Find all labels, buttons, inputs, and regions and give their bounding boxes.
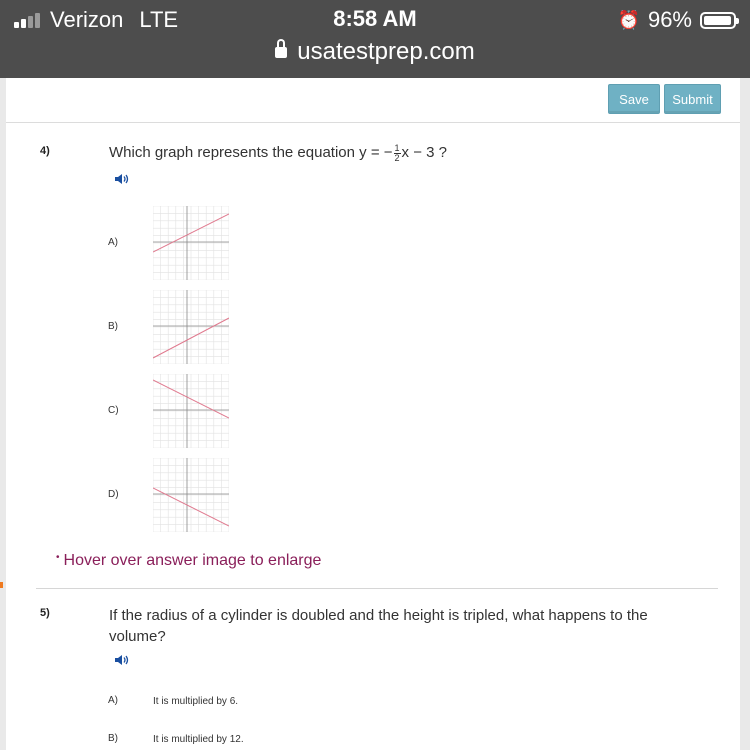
url-bar[interactable] (0, 38, 750, 66)
answer-graph[interactable] (153, 206, 229, 280)
answer-graph[interactable] (153, 458, 229, 532)
edge-marker (0, 582, 3, 588)
answer-option-label[interactable]: B) (108, 733, 118, 744)
question-text (109, 605, 719, 647)
submit-button[interactable]: Submit (664, 84, 721, 114)
battery-icon (700, 12, 736, 29)
speaker-icon[interactable] (114, 172, 130, 186)
fraction-denominator: 2 (394, 152, 400, 163)
browser-chrome (0, 0, 750, 78)
hint-text: Hover over answer image to enlarge (63, 552, 322, 569)
bullet-icon: • (56, 552, 60, 563)
answer-graph[interactable] (153, 374, 229, 448)
fraction (394, 144, 401, 163)
question-text (109, 142, 447, 163)
question-text-start: Which graph represents the equation y = − (109, 144, 393, 161)
answer-option-label[interactable]: A) (108, 237, 118, 248)
status-right (618, 6, 736, 34)
fraction-numerator: 1 (394, 142, 400, 153)
save-button[interactable]: Save (608, 84, 660, 114)
divider (36, 588, 718, 589)
hover-hint (56, 552, 321, 570)
question-text-line: If the radius of a cylinder is doubled and the height is tripled, what happens to the (109, 607, 648, 624)
url-text: usatestprep.com (297, 38, 475, 65)
battery-percent: 96% (647, 7, 692, 32)
answer-option-label[interactable]: C) (108, 405, 119, 416)
network-type: LTE (139, 7, 179, 32)
answer-option-label[interactable]: D) (108, 489, 119, 500)
question-number: 5) (40, 607, 50, 619)
page-content (6, 78, 740, 750)
question-number: 4) (40, 145, 50, 157)
carrier-name: Verizon (50, 7, 124, 32)
clock: 8:58 AM (333, 6, 417, 31)
answer-option-text[interactable]: It is multiplied by 6. (153, 696, 239, 707)
answer-option-label[interactable]: B) (108, 321, 118, 332)
question-text-end: x − 3 ? (401, 144, 447, 161)
answer-option-text[interactable]: It is multiplied by 12. (153, 734, 244, 745)
alarm-icon: ⏰ (617, 9, 640, 30)
lock-icon (275, 47, 287, 58)
question-text-line: volume? (109, 628, 166, 645)
answer-graph[interactable] (153, 290, 229, 364)
answer-option-label[interactable]: A) (108, 695, 118, 706)
toolbar (6, 78, 740, 123)
speaker-icon[interactable] (114, 653, 130, 667)
